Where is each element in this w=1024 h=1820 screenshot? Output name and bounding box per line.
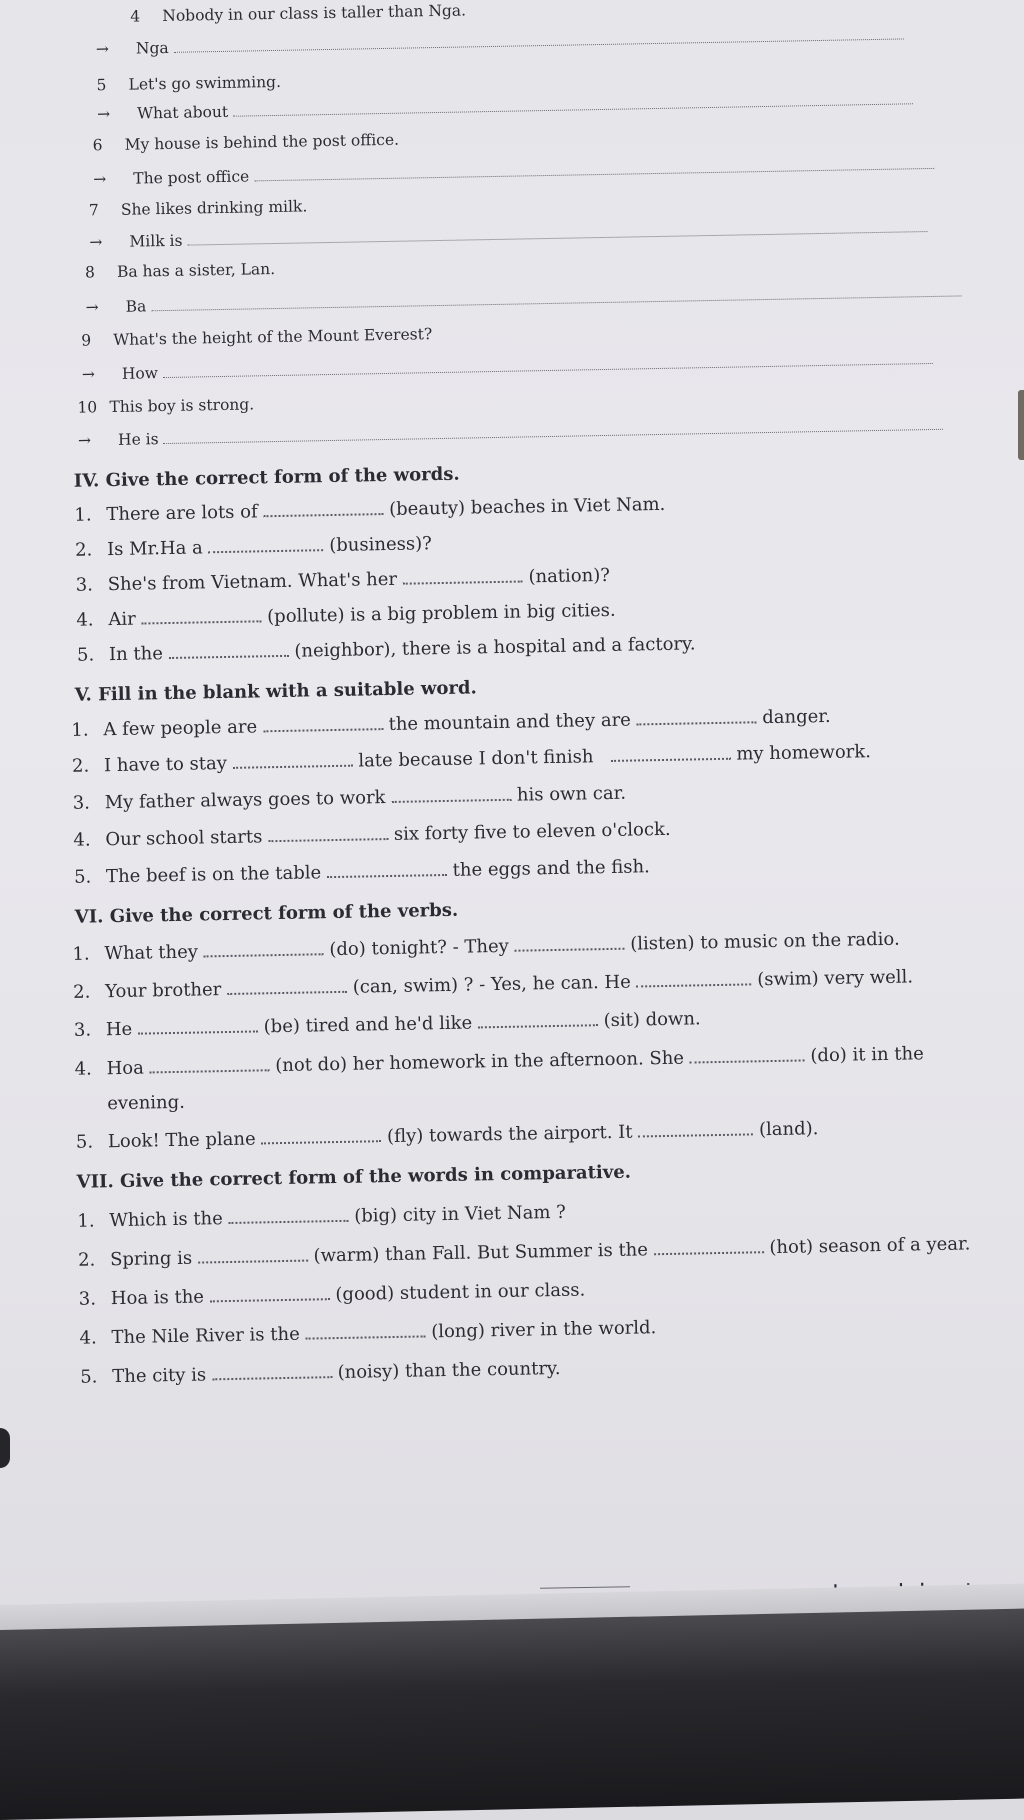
item-text: (warm) than Fall. But Summer is the xyxy=(313,1239,649,1267)
rewrite-starter: Milk is xyxy=(129,231,183,251)
item-text: My father always goes to work xyxy=(104,787,386,814)
section-6-item-3 xyxy=(74,1008,701,1040)
item-number: 5 xyxy=(96,76,107,95)
rewrite-item-2 xyxy=(96,73,281,94)
rewrite-sentence: She likes drinking milk. xyxy=(120,197,308,219)
section-5-title: V. Fill in the blank with a suitable word. xyxy=(74,677,477,706)
section-5-item-4 xyxy=(73,819,671,851)
answer-blank[interactable] xyxy=(212,1362,332,1380)
answer-blank[interactable] xyxy=(514,934,624,952)
arrow-icon: → xyxy=(95,40,110,59)
rewrite-starter: Ba xyxy=(125,297,147,316)
arrow-icon: → xyxy=(81,365,96,384)
section-4-item-5 xyxy=(77,633,696,665)
item-number: 4 xyxy=(130,7,141,26)
section-6-item-4-cont xyxy=(107,1092,185,1114)
item-text: Look! The plane xyxy=(107,1128,256,1153)
section-4-item-4 xyxy=(76,600,616,631)
answer-blank[interactable] xyxy=(403,567,523,585)
rewrite-answer-5 xyxy=(85,282,961,316)
item-text: Hoa xyxy=(106,1057,145,1080)
rewrite-sentence: Nobody in our class is taller than Nga. xyxy=(162,1,467,26)
item-text: There are lots of xyxy=(106,501,258,526)
item-number: 1. xyxy=(71,719,89,741)
item-text: (listen) to music on the radio. xyxy=(630,928,900,955)
item-text: (neighbor), there is a hospital and a factory. xyxy=(294,633,696,662)
rewrite-item-1 xyxy=(130,1,466,25)
item-number: 3. xyxy=(75,574,94,596)
item-text: (pollute) is a big problem in big cities. xyxy=(266,599,616,628)
answer-blank[interactable] xyxy=(163,419,943,444)
item-text: (beauty) beaches in Viet Nam. xyxy=(388,493,666,520)
item-number: 4. xyxy=(79,1327,97,1349)
section-4-item-3 xyxy=(76,565,611,596)
item-text: my homework. xyxy=(736,741,872,765)
item-text: Air xyxy=(108,608,136,631)
answer-blank[interactable] xyxy=(208,535,323,553)
answer-blank[interactable] xyxy=(268,824,388,842)
answer-blank[interactable] xyxy=(228,1206,348,1224)
section-7-item-2 xyxy=(78,1233,971,1270)
answer-blank[interactable] xyxy=(138,1016,258,1034)
arrow-icon: → xyxy=(85,298,99,317)
page-edge-tab-left xyxy=(0,1428,10,1468)
item-text: late because I don't finish xyxy=(358,746,594,772)
item-number: 4. xyxy=(76,609,94,631)
section-5-item-1 xyxy=(71,706,831,741)
section-7-item-5 xyxy=(80,1358,561,1388)
answer-blank[interactable] xyxy=(173,28,903,52)
rewrite-sentence: What's the height of the Mount Everest? xyxy=(113,325,433,349)
section-4-item-1 xyxy=(74,494,665,526)
answer-blank[interactable] xyxy=(227,977,347,995)
rewrite-answer-7 xyxy=(78,416,944,450)
item-text: The Nile River is the xyxy=(111,1323,300,1349)
item-text: six forty five to eleven o'clock. xyxy=(393,818,671,845)
rewrite-starter: How xyxy=(121,364,159,383)
item-text: Our school starts xyxy=(105,826,263,851)
section-6-item-2 xyxy=(73,966,913,1002)
answer-blank[interactable] xyxy=(610,744,730,762)
rewrite-answer-4 xyxy=(89,218,927,251)
item-text: (land). xyxy=(758,1118,819,1141)
item-text: A few people are xyxy=(103,716,258,741)
item-text: Which is the xyxy=(109,1208,224,1232)
item-number: 1. xyxy=(77,1210,95,1232)
answer-blank[interactable] xyxy=(163,353,933,378)
answer-blank[interactable] xyxy=(638,1119,753,1137)
rewrite-starter: Nga xyxy=(135,38,169,58)
rewrite-item-5 xyxy=(85,260,275,281)
item-text: The city is xyxy=(112,1364,207,1388)
item-number: 4. xyxy=(74,1058,92,1080)
answer-blank[interactable] xyxy=(263,714,383,732)
answer-blank[interactable] xyxy=(261,1126,381,1144)
rewrite-item-6 xyxy=(81,325,432,349)
item-text: What they xyxy=(104,941,199,965)
answer-blank[interactable] xyxy=(187,221,927,246)
item-text: the eggs and the fish. xyxy=(452,856,650,881)
answer-blank[interactable] xyxy=(141,606,261,624)
rewrite-answer-1 xyxy=(96,25,904,58)
rewrite-starter: The post office xyxy=(133,167,250,188)
section-7-item-4 xyxy=(79,1317,656,1349)
answer-blank[interactable] xyxy=(149,1055,269,1073)
item-text: Hoa is the xyxy=(110,1286,205,1310)
rewrite-sentence: Ba has a sister, Lan. xyxy=(116,260,276,281)
answer-blank[interactable] xyxy=(263,499,383,517)
page-edge-tab xyxy=(1018,390,1024,460)
rewrite-starter: What about xyxy=(136,102,229,123)
answer-blank[interactable] xyxy=(478,1010,598,1028)
arrow-icon: → xyxy=(89,233,103,252)
rewrite-answer-2 xyxy=(97,90,913,123)
item-text: In the xyxy=(108,643,164,666)
rewrite-item-3 xyxy=(93,131,400,155)
item-number: 3. xyxy=(78,1288,97,1310)
section-7-title: VII. Give the correct form of the words in comparative. xyxy=(76,1161,632,1193)
item-text: (big) city in Viet Nam ? xyxy=(354,1201,567,1227)
answer-blank[interactable] xyxy=(210,1284,330,1302)
answer-blank[interactable] xyxy=(254,158,934,181)
item-number: 5. xyxy=(76,644,95,666)
answer-blank[interactable] xyxy=(151,285,961,311)
answer-blank[interactable] xyxy=(233,93,913,116)
item-number: 10 xyxy=(77,398,98,417)
item-number: 1. xyxy=(72,943,90,965)
item-text: (sit) down. xyxy=(603,1008,701,1032)
item-text: She's from Vietnam. What's her xyxy=(107,568,398,596)
item-text: (noisy) than the country. xyxy=(337,1357,561,1384)
item-number: 5. xyxy=(75,1131,94,1153)
section-7-item-3 xyxy=(79,1279,586,1309)
answer-blank[interactable] xyxy=(203,939,323,957)
item-text: (be) tired and he'd like xyxy=(263,1012,473,1038)
item-text: (do) it in the xyxy=(810,1043,925,1067)
arrow-icon: → xyxy=(93,170,107,189)
item-number: 2. xyxy=(73,981,91,1003)
item-text: (good) student in our class. xyxy=(335,1279,586,1306)
item-number: 5. xyxy=(80,1366,98,1388)
item-text: the mountain and they are xyxy=(388,709,632,735)
answer-blank[interactable] xyxy=(198,1246,308,1264)
section-6-item-4 xyxy=(74,1043,924,1080)
section-6-title: VI. Give the correct form of the verbs. xyxy=(74,899,459,928)
rewrite-starter: He is xyxy=(117,430,159,449)
answer-blank[interactable] xyxy=(636,707,756,725)
section-5-item-2 xyxy=(72,741,871,777)
rewrite-item-4 xyxy=(89,197,308,219)
answer-blank[interactable] xyxy=(391,785,511,803)
answer-blank[interactable] xyxy=(653,1237,763,1255)
section-6-item-5 xyxy=(76,1118,819,1153)
item-number: 6 xyxy=(92,136,103,155)
answer-blank[interactable] xyxy=(636,969,751,987)
item-text: danger. xyxy=(762,705,831,729)
item-number: 9 xyxy=(81,331,92,350)
section-4-title: IV. Give the correct form of the words. xyxy=(73,463,460,492)
item-number: 3. xyxy=(73,1019,92,1041)
item-number: 2. xyxy=(74,539,93,561)
answer-blank[interactable] xyxy=(327,860,447,878)
rewrite-item-7 xyxy=(77,395,254,416)
rewrite-answer-3 xyxy=(93,155,934,188)
item-text: his own car. xyxy=(516,782,627,806)
item-number: 1. xyxy=(74,504,92,526)
item-text: Is Mr.Ha a xyxy=(106,537,204,561)
section-6-item-1 xyxy=(72,929,900,965)
rewrite-answer-6 xyxy=(82,350,933,384)
item-text: (fly) towards the airport. It xyxy=(386,1121,633,1148)
item-number: 8 xyxy=(84,263,96,282)
item-number: 4. xyxy=(73,829,91,851)
answer-blank[interactable] xyxy=(305,1321,425,1339)
section-7-item-1 xyxy=(77,1202,566,1232)
table-surface xyxy=(0,1609,1024,1820)
item-text: (hot) season of a year. xyxy=(769,1233,971,1259)
arrow-icon: → xyxy=(77,431,92,450)
item-text: (can, swim) ? - Yes, he can. He xyxy=(352,971,631,998)
rewrite-sentence: My house is behind the post office. xyxy=(124,130,400,154)
item-text: (do) tonight? - They xyxy=(329,935,510,961)
item-number: 3. xyxy=(72,792,91,814)
item-number: 7 xyxy=(88,201,99,220)
item-text: Spring is xyxy=(109,1247,193,1271)
arrow-icon: → xyxy=(96,105,111,124)
rewrite-sentence: This boy is strong. xyxy=(109,395,255,417)
rewrite-sentence: Let's go swimming. xyxy=(128,72,282,94)
section-4-item-2 xyxy=(75,533,432,561)
footer-divider xyxy=(540,1586,630,1589)
item-text: (long) river in the world. xyxy=(431,1317,657,1343)
item-number: 2. xyxy=(77,1249,96,1271)
item-text: (not do) her homework in the afternoon. She xyxy=(275,1047,685,1077)
item-text: I have to stay xyxy=(103,752,228,777)
item-text: (nation)? xyxy=(528,564,611,588)
answer-blank[interactable] xyxy=(690,1045,805,1063)
item-text: Your brother xyxy=(104,979,222,1003)
item-text: (swim) very well. xyxy=(757,966,914,991)
item-number: 2. xyxy=(71,755,90,777)
section-5-item-5 xyxy=(74,856,650,888)
item-number: 5. xyxy=(73,866,92,888)
item-text: The beef is on the table xyxy=(105,862,322,888)
item-text: (business)? xyxy=(329,533,432,557)
answer-blank[interactable] xyxy=(232,751,352,769)
item-text: evening. xyxy=(107,1091,186,1115)
item-text: He xyxy=(105,1018,133,1041)
answer-blank[interactable] xyxy=(168,641,288,659)
section-5-item-3 xyxy=(73,783,627,814)
